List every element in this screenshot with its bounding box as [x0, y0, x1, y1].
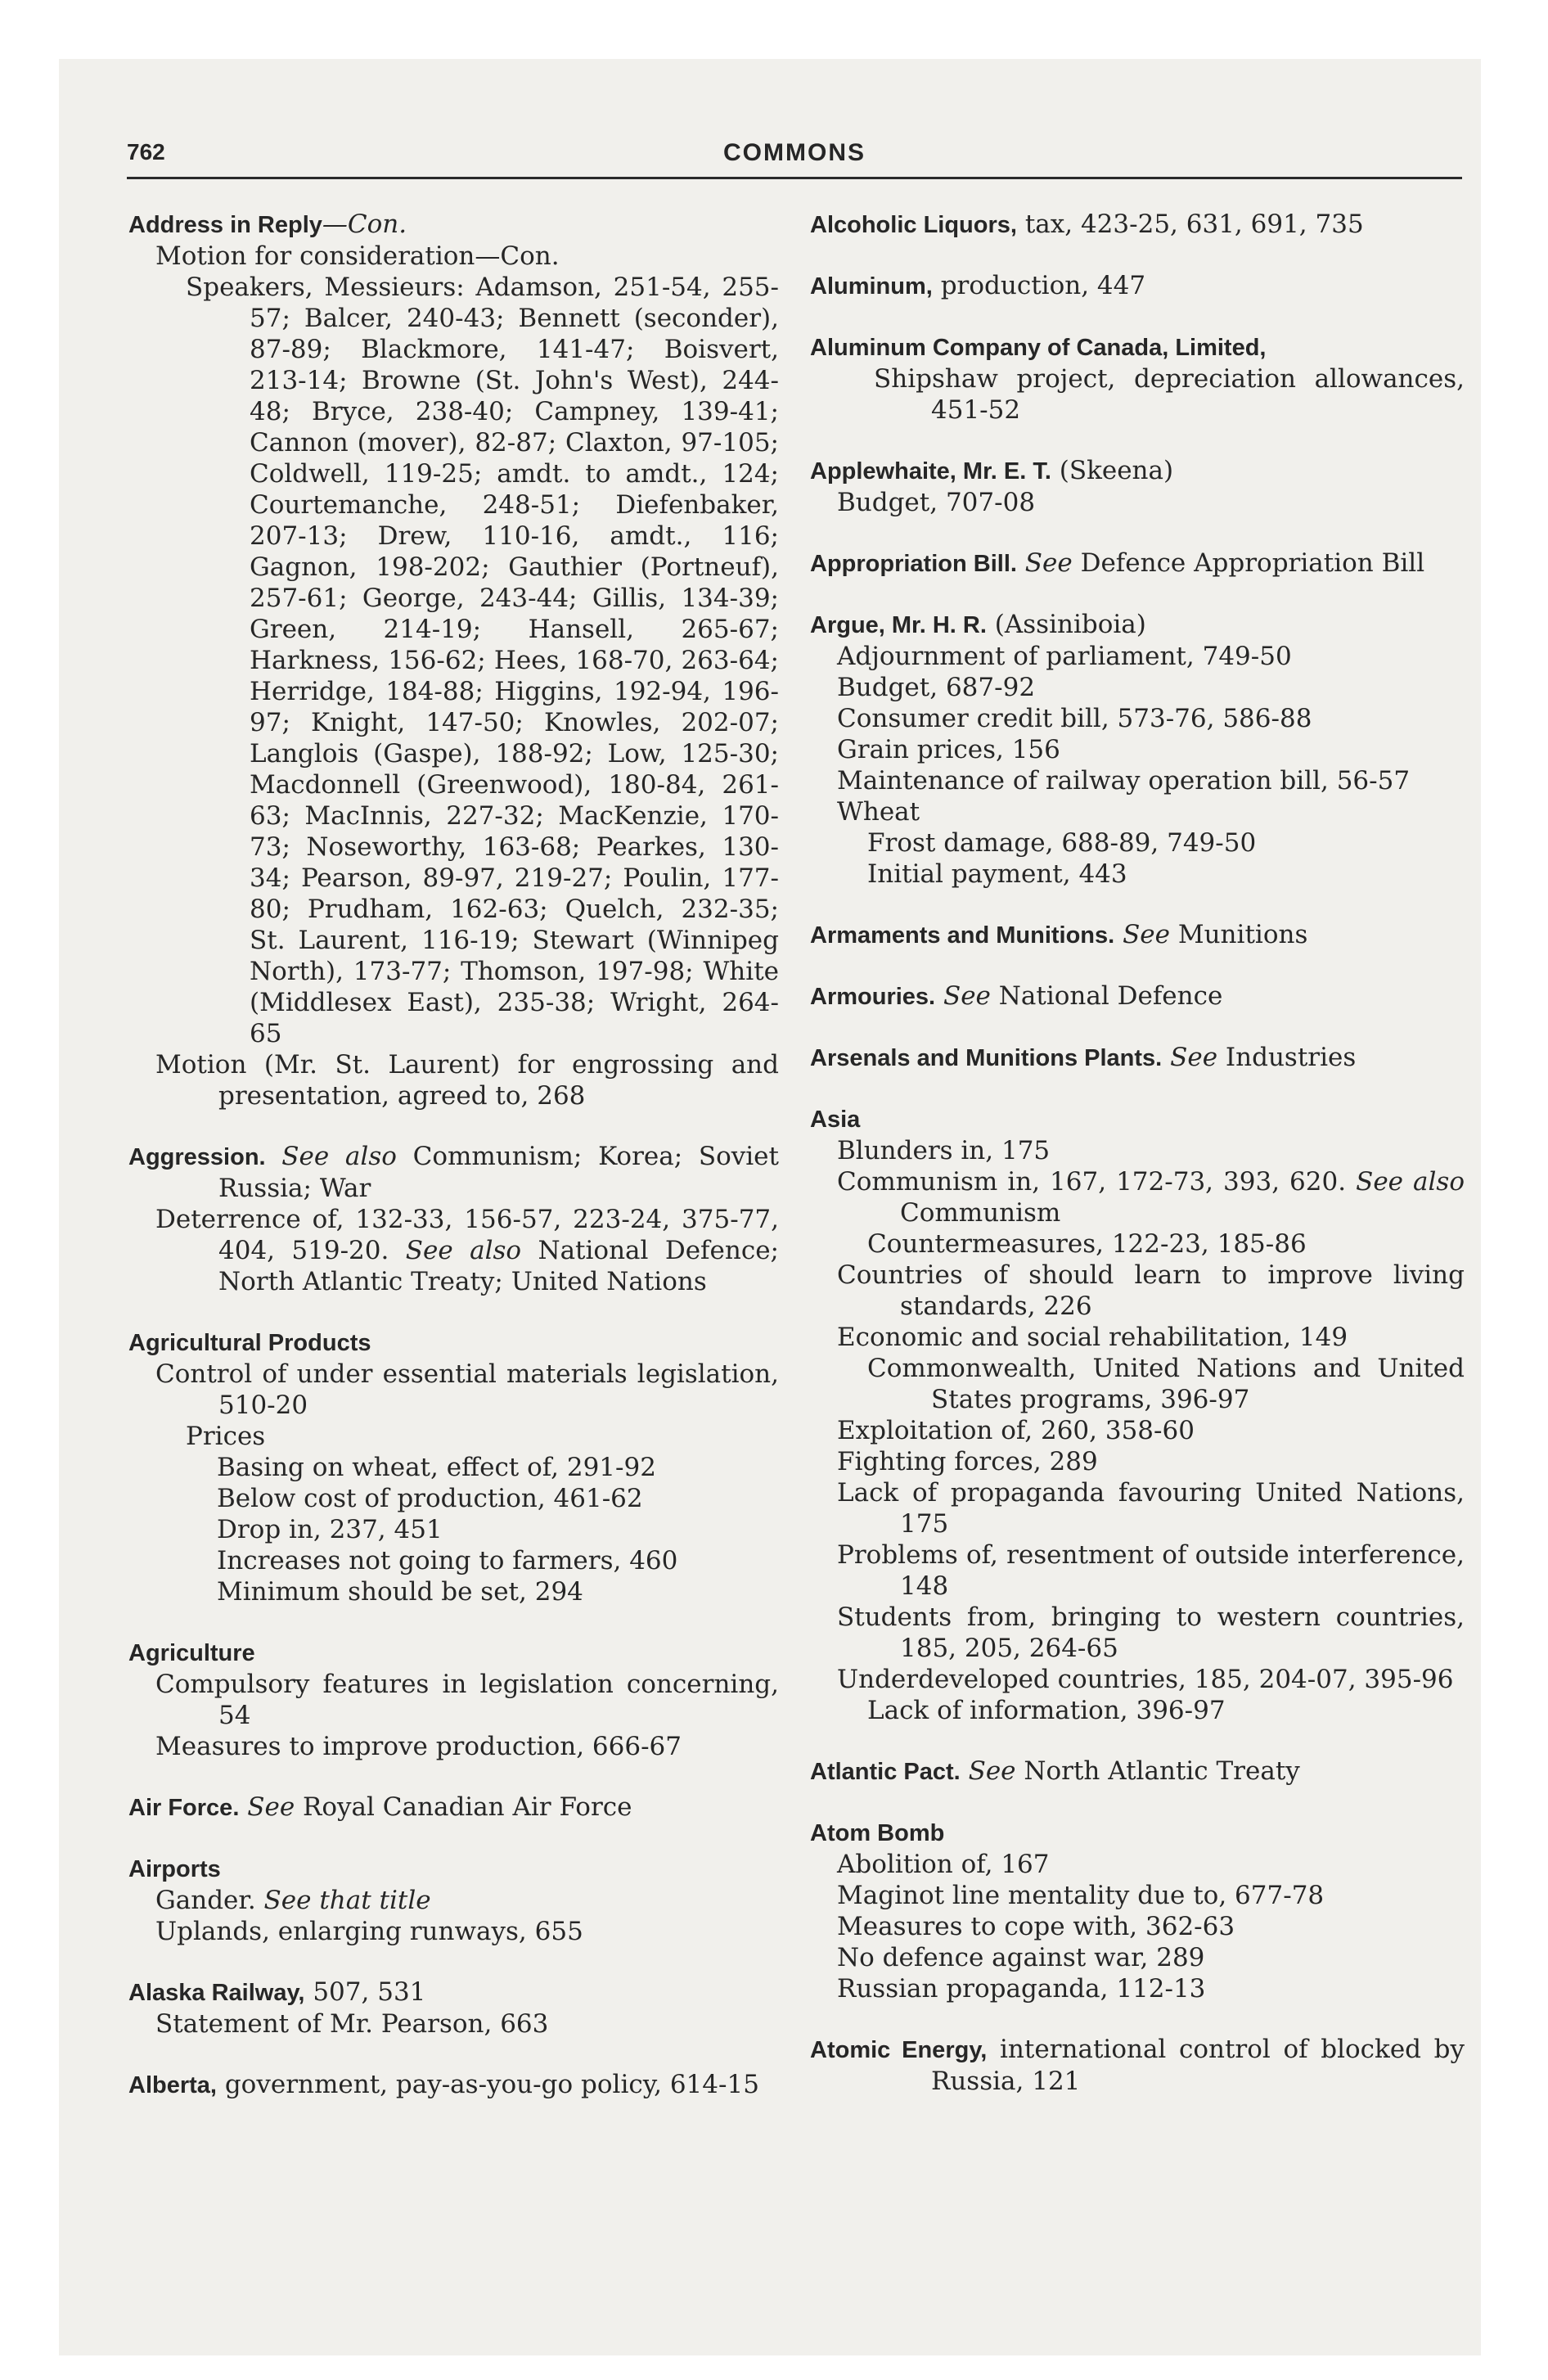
cross-reference: Industries: [1217, 1043, 1357, 1072]
subentry: Exploitation of, 260, 358-60: [837, 1416, 1195, 1445]
index-entry-asia: [810, 1103, 1465, 1726]
index-entry-air-force: Air Force. See Royal Canadian Air Force: [128, 1792, 632, 1822]
index-entry-aluminum-company: [810, 331, 1465, 426]
subentry: Initial payment, 443: [867, 859, 1127, 889]
subentry: Basing on wheat, effect of, 291-92: [217, 1453, 656, 1482]
subentry: Uplands, enlarging runways, 655: [155, 1917, 583, 1946]
subentry: Commonwealth, United Nations and United States programs, 396-97: [867, 1354, 1465, 1414]
headword: Armouries.: [810, 984, 936, 1010]
subentry: Underdeveloped countries, 185, 204-07, 395-96: [837, 1665, 1454, 1694]
subentry: Measures to improve production, 666-67: [155, 1732, 682, 1761]
index-entry-argue: Argue, Mr. H. R. (Assiniboia) Adjournment of parliament, 749-50 Budget, 687-92 Consumer credit bill, 573-76, 586-88 Grain prices, 156 Maintenance of railway operation bill, 56-57 Wheat Frost damage, 688-89, 749-50 Initial payment, 443: [810, 609, 1465, 890]
subentry: Fighting forces, 289: [837, 1447, 1098, 1476]
see-also: See also: [281, 1142, 397, 1171]
headword: Airports: [128, 1856, 221, 1882]
index-entry-arsenals: Arsenals and Munitions Plants. See Industries: [810, 1043, 1357, 1072]
subentry: Shipshaw project, depreciation allowances, 451-52: [874, 364, 1465, 425]
headword: Alcoholic Liquors,: [810, 212, 1017, 238]
subentry: Budget, 687-92: [837, 673, 1036, 702]
index-entry-alcoholic-liquors: Alcoholic Liquors, tax, 423-25, 631, 691, 735: [810, 210, 1364, 239]
index-entry-atomic-energy: Atomic Energy, international control of blocked by Russia, 121: [810, 2035, 1465, 2096]
subentry: Statement of Mr. Pearson, 663: [155, 2009, 549, 2039]
index-entry-armaments: Armaments and Munitions. See Munitions: [810, 920, 1308, 949]
headword: Alaska Railway,: [128, 1980, 305, 2006]
subentry: Minimum should be set, 294: [217, 1577, 583, 1607]
subentry: Deterrence of, 132-33, 156-57, 223-24, 375-77, 404, 519-20. See also National Defence; North Atlantic Treaty; United Nations: [155, 1205, 779, 1296]
headword: Air Force.: [128, 1795, 240, 1821]
subentry: Compulsory features in legislation concerning, 54: [155, 1670, 779, 1730]
subentry: Lack of information, 396-97: [867, 1696, 1226, 1725]
headword: Argue, Mr. H. R.: [810, 612, 987, 638]
subentry: Economic and social rehabilitation, 149: [837, 1323, 1348, 1352]
subentry: Countries of should learn to improve living standards, 226: [837, 1260, 1465, 1321]
subentry: No defence against war, 289: [837, 1943, 1205, 1972]
subentry: Measures to cope with, 362-63: [837, 1912, 1235, 1941]
index-entry-atlantic-pact: Atlantic Pact. See North Atlantic Treaty: [810, 1756, 1300, 1786]
subentry: Gander. See that title: [155, 1886, 431, 1915]
subentry: Students from, bringing to western countries, 185, 205, 264-65: [837, 1602, 1465, 1663]
left-column: [128, 209, 779, 2130]
subentry: Grain prices, 156: [837, 735, 1060, 764]
index-entry-applewhaite: Applewhaite, Mr. E. T. (Skeena) Budget, 707-08: [810, 455, 1465, 518]
subentry: Motion for consideration—Con.: [155, 241, 560, 271]
subentry-speakers: Speakers, Messieurs: Adamson, 251-54, 255-57; Balcer, 240-43; Bennett (seconder), 87-89; Blackmore, 141-47; Boisvert, 213-14; Browne (St. John's West), 244-48; Bryce, 238-40; Campney, 139-41; Cannon (mover), 82-87; Claxton, 97-105; Coldwell, 119-25; amdt. to amdt., 124; Courtemanche, 248-51; Diefenbaker, 207-13; Drew, 110-16, amdt., 116; Gagnon, 198-202; Gauthier (Portneuf), 257-61; George, 243-44; Gillis, 134-39; Green, 214-19; Hansell, 265-67; Harkness, 156-62; Hees, 168-70, 263-64; Herridge, 184-88; Higgins, 192-94, 196-97; Knight, 147-50; Knowles, 202-07; Langlois (Gaspe), 188-92; Low, 125-30; Macdonnell (Greenwood), 180-84, 261-63; MacInnis, 227-32; MacKenzie, 170-73; Noseworthy, 163-68; Pearkes, 130-34; Pearson, 89-97, 219-27; Poulin, 177-80; Prudham, 162-63; Quelch, 232-35; St. Laurent, 116-19; Stewart (Winnipeg North), 173-77; Thomson, 197-98; White (Middlesex East), 235-38; Wright, 264-65: [186, 273, 779, 1048]
running-title: COMMONS: [723, 139, 866, 166]
cross-reference: Munitions: [1170, 920, 1308, 949]
subentry: Increases not going to farmers, 460: [217, 1546, 678, 1575]
subentry: Consumer credit bill, 573-76, 586-88: [837, 704, 1312, 733]
page-number: 762: [127, 139, 165, 165]
subentry: Frost damage, 688-89, 749-50: [867, 828, 1257, 858]
subentry: Blunders in, 175: [837, 1136, 1051, 1165]
headword: Arsenals and Munitions Plants.: [810, 1045, 1163, 1071]
subentry: Drop in, 237, 451: [217, 1515, 443, 1544]
cross-reference: National Defence: [990, 981, 1223, 1011]
index-entry-aluminum: Aluminum, production, 447: [810, 271, 1146, 300]
headword: Armaments and Munitions.: [810, 922, 1115, 949]
headword: Agriculture: [128, 1640, 255, 1666]
subentry: Motion (Mr. St. Laurent) for engrossing and presentation, agreed to, 268: [155, 1050, 779, 1111]
subentry: Prices: [186, 1422, 266, 1451]
page-header: [127, 139, 1462, 179]
subentry: Communism in, 167, 172-73, 393, 620. See also Communism: [837, 1167, 1465, 1228]
subentry: Problems of, resentment of outside interference, 148: [837, 1540, 1465, 1601]
subentry: Lack of propaganda favouring United Nations, 175: [837, 1478, 1465, 1539]
index-entry-armouries: Armouries. See National Defence: [810, 981, 1223, 1011]
cross-reference: Communism; Korea; Soviet Russia; War: [218, 1142, 779, 1203]
cross-reference: Royal Canadian Air Force: [295, 1792, 632, 1822]
index-entry-aggression: [128, 1141, 779, 1297]
index-entry-appropriation-bill: Appropriation Bill. See Defence Appropriation Bill: [810, 548, 1425, 578]
headword: Address in Reply: [128, 212, 322, 238]
headword: Appropriation Bill.: [810, 551, 1017, 577]
subentry: Maintenance of railway operation bill, 56-57: [837, 766, 1411, 796]
right-column: [810, 209, 1465, 2126]
index-entry-alberta: Alberta, government, pay-as-you-go policy, 614-15: [128, 2070, 759, 2099]
index-entry-agricultural-products: [128, 1327, 779, 1607]
continued-marker: —Con.: [322, 210, 407, 239]
subentry: Adjournment of parliament, 749-50: [837, 642, 1292, 671]
headword: Aluminum,: [810, 273, 933, 300]
index-entry-address-in-reply: [128, 209, 779, 1111]
cross-reference: North Atlantic Treaty: [1015, 1756, 1300, 1786]
headword: Agricultural Products: [128, 1330, 371, 1356]
headword: Atlantic Pact.: [810, 1759, 961, 1785]
headword: Atom Bomb: [810, 1820, 945, 1846]
subentry: Wheat: [837, 797, 920, 827]
headword: Alberta,: [128, 2072, 217, 2098]
subentry: Control of under essential materials legislation, 510-20: [155, 1359, 779, 1420]
subentry: Below cost of production, 461-62: [217, 1484, 643, 1513]
subentry: Countermeasures, 122-23, 185-86: [867, 1229, 1307, 1259]
headword: Atomic Energy,: [810, 2037, 988, 2063]
headword: Aluminum Company of Canada, Limited,: [810, 335, 1267, 361]
index-entry-airports: [128, 1853, 779, 1947]
subentry: Russian propaganda, 112-13: [837, 1974, 1206, 2004]
index-entry-agriculture: [128, 1637, 779, 1762]
subentry: Maginot line mentality due to, 677-78: [837, 1881, 1325, 1910]
headword: Applewhaite, Mr. E. T.: [810, 458, 1051, 485]
subentry: Budget, 707-08: [837, 488, 1036, 517]
headword: Aggression.: [128, 1144, 266, 1170]
cross-reference: Defence Appropriation Bill: [1072, 548, 1425, 578]
headword: Asia: [810, 1107, 861, 1133]
subentry: Abolition of, 167: [837, 1850, 1050, 1879]
index-entry-alaska-railway: Alaska Railway, 507, 531 Statement of Mr. Pearson, 663: [128, 1977, 779, 2040]
index-entry-atom-bomb: [810, 1817, 1465, 2004]
